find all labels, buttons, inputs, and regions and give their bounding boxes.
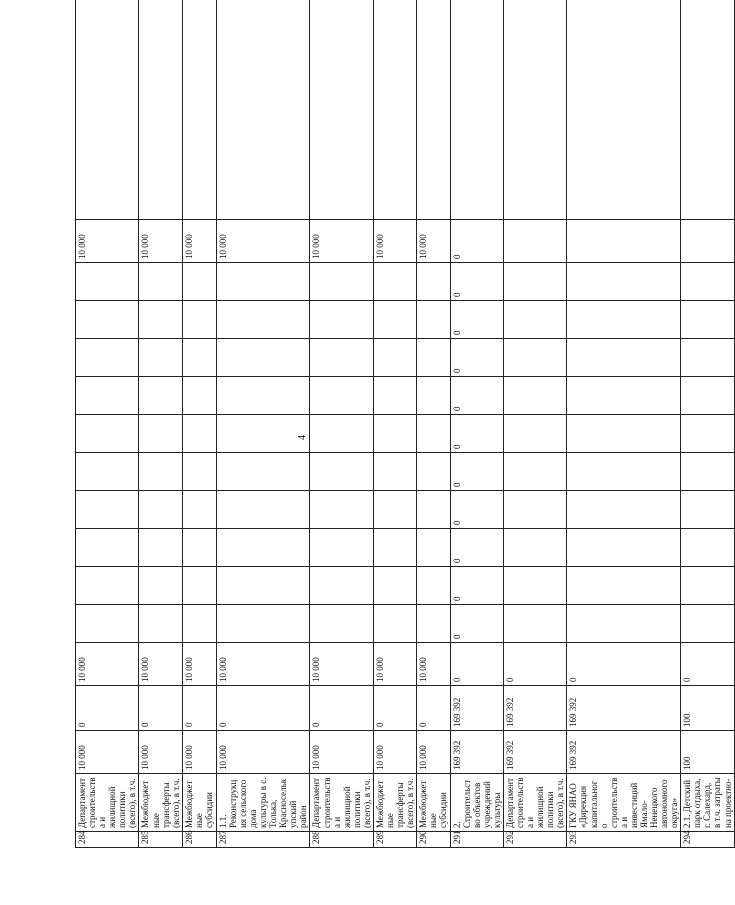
value-cell: 10 000 xyxy=(417,731,450,774)
value-cell: 10 000 xyxy=(139,220,182,263)
value-cell xyxy=(76,491,139,529)
value-cell xyxy=(567,453,681,491)
value-cell: 10 000 xyxy=(373,643,416,686)
value-cell: 10 000 xyxy=(139,731,182,774)
value-cell: 10 000 xyxy=(182,643,216,686)
value-cell xyxy=(182,453,216,491)
row-number-cell: 293 xyxy=(567,832,681,848)
value-cell xyxy=(76,415,139,453)
value-cell xyxy=(310,605,373,643)
value-cell: 0 xyxy=(182,686,216,731)
row-number-cell: 285 xyxy=(139,832,182,848)
value-cell xyxy=(373,339,416,377)
value-cell xyxy=(417,529,450,567)
value-cell xyxy=(373,263,416,301)
value-cell xyxy=(76,567,139,605)
value-cell xyxy=(417,567,450,605)
value-cell: 10 000 xyxy=(216,731,310,774)
value-cell xyxy=(681,529,734,567)
value-cell: 0 xyxy=(450,263,503,301)
value-cell xyxy=(567,605,681,643)
value-cell xyxy=(216,491,310,529)
value-cell: 0 xyxy=(681,643,734,686)
value-cell: 10 000 xyxy=(373,220,416,263)
value-cell xyxy=(139,339,182,377)
value-cell: 0 xyxy=(139,686,182,731)
value-cell: 0 xyxy=(450,339,503,377)
value-cell: 0 xyxy=(450,415,503,453)
row-number-cell: 294 xyxy=(681,832,734,848)
description-cell: 1.1. Реконструкция сельского дома культуры в с. Толька, Красноселькупский район xyxy=(216,774,310,832)
table-row xyxy=(310,0,373,848)
value-cell xyxy=(567,567,681,605)
value-cell: 0 xyxy=(450,220,503,263)
value-cell: 0 xyxy=(310,686,373,731)
value-cell xyxy=(76,453,139,491)
value-cell xyxy=(139,567,182,605)
value-cell xyxy=(417,301,450,339)
value-cell xyxy=(503,377,566,415)
value-cell xyxy=(182,567,216,605)
value-cell xyxy=(76,263,139,301)
value-cell xyxy=(373,453,416,491)
value-cell xyxy=(567,0,681,220)
value-cell xyxy=(417,339,450,377)
value-cell xyxy=(139,377,182,415)
value-cell xyxy=(681,491,734,529)
value-cell: 10 000 xyxy=(310,643,373,686)
value-cell: 0 xyxy=(450,377,503,415)
row-number-cell: 288 xyxy=(310,832,373,848)
value-cell xyxy=(310,567,373,605)
value-cell xyxy=(182,0,216,220)
value-cell xyxy=(503,301,566,339)
value-cell: 0 xyxy=(373,686,416,731)
value-cell xyxy=(373,567,416,605)
description-cell: Межбюджетные трансферты (всего), в т.ч. xyxy=(373,774,416,832)
description-cell: 2.1. Детский парк отдыха, г. Салехард, в т.ч. затраты на проектно- xyxy=(681,774,734,832)
value-cell xyxy=(310,301,373,339)
row-number-cell: 291 xyxy=(450,832,503,848)
value-cell xyxy=(310,377,373,415)
value-cell: 0 xyxy=(216,686,310,731)
value-cell xyxy=(681,377,734,415)
value-cell xyxy=(216,263,310,301)
value-cell: 0 xyxy=(450,605,503,643)
value-cell: 0 xyxy=(450,567,503,605)
value-cell xyxy=(503,453,566,491)
value-cell xyxy=(139,491,182,529)
value-cell xyxy=(310,529,373,567)
value-cell xyxy=(310,263,373,301)
value-cell xyxy=(503,605,566,643)
value-cell xyxy=(216,377,310,415)
row-number-cell: 286 xyxy=(182,832,216,848)
description-cell: Департамент строительства и жилищной политики (всего), в т.ч. xyxy=(310,774,373,832)
value-cell: 10 000 xyxy=(182,731,216,774)
value-cell xyxy=(139,415,182,453)
rotated-table-container xyxy=(75,28,733,848)
table-row xyxy=(450,0,503,848)
value-cell xyxy=(182,377,216,415)
value-cell xyxy=(681,339,734,377)
value-cell: 169 392 xyxy=(503,686,566,731)
value-cell xyxy=(182,339,216,377)
table-row xyxy=(373,0,416,848)
row-number-cell: 289 xyxy=(373,832,416,848)
value-cell xyxy=(182,605,216,643)
value-cell xyxy=(182,529,216,567)
value-cell xyxy=(76,377,139,415)
value-cell xyxy=(567,220,681,263)
value-cell: 10 000 xyxy=(310,220,373,263)
description-cell: Департамент строительства и жилищной политики (всего), в т.ч. xyxy=(76,774,139,832)
value-cell: 100 xyxy=(681,731,734,774)
value-cell: 10 000 xyxy=(76,643,139,686)
value-cell: 10 000 xyxy=(417,220,450,263)
value-cell xyxy=(216,529,310,567)
value-cell xyxy=(373,491,416,529)
value-cell xyxy=(503,339,566,377)
value-cell: 10 000 xyxy=(216,643,310,686)
value-cell: 10 000 xyxy=(76,731,139,774)
value-cell: 169 392 xyxy=(450,731,503,774)
value-cell xyxy=(567,301,681,339)
value-cell: 10 000 xyxy=(417,643,450,686)
row-number-cell: 287 xyxy=(216,832,310,848)
value-cell xyxy=(681,263,734,301)
value-cell: 10 000 xyxy=(310,731,373,774)
table-row xyxy=(417,0,450,848)
value-cell xyxy=(216,301,310,339)
value-cell xyxy=(417,263,450,301)
value-cell xyxy=(373,377,416,415)
value-cell: 0 xyxy=(450,301,503,339)
value-cell xyxy=(139,0,182,220)
value-cell xyxy=(216,415,310,453)
value-cell xyxy=(310,453,373,491)
value-cell xyxy=(373,415,416,453)
table-row xyxy=(216,0,310,848)
value-cell: 10 000 xyxy=(76,220,139,263)
value-cell: 0 xyxy=(76,686,139,731)
value-cell xyxy=(417,605,450,643)
value-cell xyxy=(567,415,681,453)
value-cell xyxy=(450,0,503,220)
value-cell xyxy=(373,529,416,567)
value-cell: 169 392 xyxy=(503,731,566,774)
value-cell xyxy=(417,0,450,220)
value-cell xyxy=(76,301,139,339)
value-cell xyxy=(139,605,182,643)
budget-table xyxy=(75,0,735,848)
value-cell xyxy=(373,605,416,643)
value-cell: 0 xyxy=(417,686,450,731)
value-cell xyxy=(139,453,182,491)
value-cell: 10 000 xyxy=(373,731,416,774)
value-cell xyxy=(567,339,681,377)
value-cell xyxy=(503,529,566,567)
value-cell xyxy=(567,491,681,529)
value-cell: 0 xyxy=(450,529,503,567)
value-cell xyxy=(373,301,416,339)
value-cell xyxy=(373,0,416,220)
value-cell xyxy=(417,377,450,415)
value-cell xyxy=(503,220,566,263)
value-cell xyxy=(681,453,734,491)
value-cell xyxy=(681,567,734,605)
value-cell: 169 392 xyxy=(567,731,681,774)
value-cell xyxy=(681,301,734,339)
value-cell xyxy=(567,529,681,567)
value-cell xyxy=(139,529,182,567)
value-cell xyxy=(503,567,566,605)
value-cell xyxy=(503,263,566,301)
description-cell: ГКУ ЯНАО «Дирекция капитального строительства и инвестиций Ямало-Ненецкого автономного округа» xyxy=(567,774,681,832)
value-cell xyxy=(182,415,216,453)
value-cell: 0 xyxy=(450,643,503,686)
description-cell: Межбюджетные трансферты (всего), в т.ч. xyxy=(139,774,182,832)
value-cell xyxy=(216,567,310,605)
value-cell xyxy=(182,301,216,339)
value-cell xyxy=(216,605,310,643)
page-number: 4 xyxy=(297,435,308,440)
value-cell xyxy=(139,263,182,301)
value-cell xyxy=(417,415,450,453)
value-cell xyxy=(76,529,139,567)
value-cell xyxy=(310,415,373,453)
value-cell xyxy=(216,453,310,491)
table-row xyxy=(76,0,139,848)
description-cell: Межбюджетные субсидии xyxy=(417,774,450,832)
value-cell: 100 xyxy=(681,686,734,731)
value-cell xyxy=(567,263,681,301)
value-cell xyxy=(681,605,734,643)
value-cell xyxy=(681,0,734,220)
value-cell xyxy=(417,491,450,529)
value-cell xyxy=(681,220,734,263)
value-cell xyxy=(76,0,139,220)
value-cell: 0 xyxy=(567,643,681,686)
table-row xyxy=(182,0,216,848)
value-cell: 0 xyxy=(450,491,503,529)
value-cell xyxy=(681,415,734,453)
table-row xyxy=(503,0,566,848)
row-number-cell: 284 xyxy=(76,832,139,848)
table-row xyxy=(567,0,681,848)
value-cell xyxy=(567,377,681,415)
table-row xyxy=(681,0,734,848)
value-cell xyxy=(76,605,139,643)
description-cell: 2. Строительство объектов учреждений культуры xyxy=(450,774,503,832)
value-cell: 0 xyxy=(450,453,503,491)
row-number-cell: 290 xyxy=(417,832,450,848)
value-cell xyxy=(310,491,373,529)
value-cell: 10 000 xyxy=(182,220,216,263)
table-row xyxy=(139,0,182,848)
value-cell: 169 392 xyxy=(567,686,681,731)
value-cell xyxy=(182,491,216,529)
value-cell xyxy=(139,301,182,339)
value-cell xyxy=(503,491,566,529)
value-cell: 169 392 xyxy=(450,686,503,731)
value-cell: 10 000 xyxy=(139,643,182,686)
value-cell xyxy=(216,339,310,377)
value-cell: 10 000 xyxy=(216,220,310,263)
value-cell xyxy=(216,0,310,220)
value-cell xyxy=(417,453,450,491)
value-cell xyxy=(503,415,566,453)
value-cell xyxy=(76,339,139,377)
description-cell: Межбюджетные субсидии xyxy=(182,774,216,832)
row-number-cell: 292 xyxy=(503,832,566,848)
value-cell: 0 xyxy=(503,643,566,686)
value-cell xyxy=(310,0,373,220)
value-cell xyxy=(182,263,216,301)
value-cell xyxy=(503,0,566,220)
description-cell: Департамент строительства и жилищной политики (всего), в т.ч. xyxy=(503,774,566,832)
table-body xyxy=(76,0,735,848)
value-cell xyxy=(310,339,373,377)
